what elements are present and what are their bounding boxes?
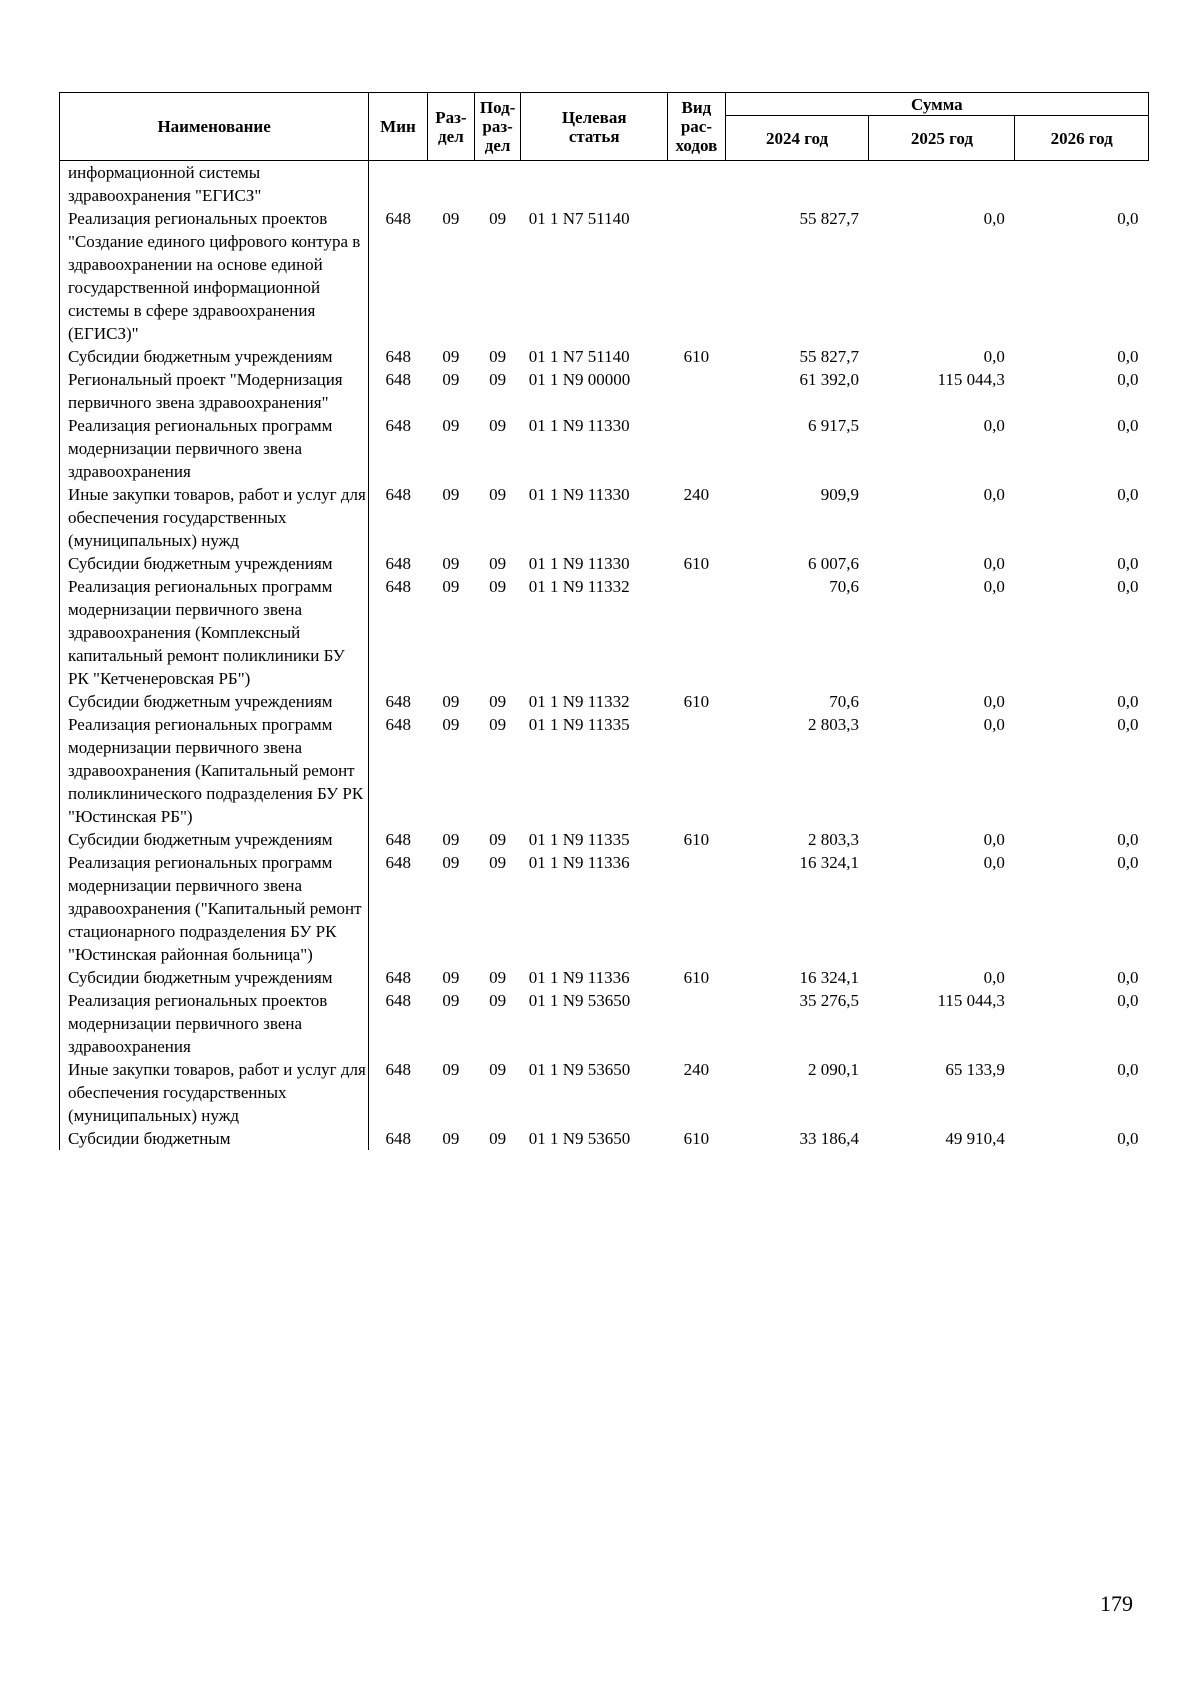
- cell-min: 648: [385, 1129, 411, 1148]
- cell-min: 648: [385, 416, 411, 435]
- cell-vid-rashodov: 610: [683, 968, 710, 987]
- cell-name: Реализация региональных программ модернизации первичного звена здравоохранения (Капитальный ремонт поликлинического подразделения БУ РК "Юстинская РБ"): [60, 713, 369, 828]
- cell-min: 648: [385, 853, 411, 872]
- cell-sum-2026: 0,0: [1117, 1060, 1139, 1079]
- cell-razdel: 09: [442, 830, 460, 849]
- cell-sum-2026: 0,0: [1117, 968, 1139, 987]
- cell-min: 648: [385, 577, 411, 596]
- cell-sum-2026: 0,0: [1117, 853, 1139, 872]
- page-number: 179: [1100, 1591, 1133, 1616]
- cell-sum-2024: 33 186,4: [799, 1129, 859, 1148]
- cell-podrazdel: 09: [489, 1060, 507, 1079]
- cell-vid-rashodov: 240: [683, 1060, 710, 1079]
- header-min: Мин: [369, 93, 428, 161]
- cell-sum-2025: 49 910,4: [945, 1129, 1005, 1148]
- cell-razdel: 09: [442, 554, 460, 573]
- cell-sum-2026: 0,0: [1117, 554, 1139, 573]
- cell-sum-2025: 0,0: [983, 209, 1005, 228]
- cell-celevaya-statya: 01 1 N9 11336: [528, 968, 630, 987]
- table-row: [60, 828, 1149, 851]
- cell-podrazdel: 09: [489, 416, 507, 435]
- cell-sum-2026: 0,0: [1117, 692, 1139, 711]
- budget-table-page: [59, 92, 1149, 1150]
- cell-podrazdel: 09: [489, 692, 507, 711]
- cell-sum-2024: 55 827,7: [799, 209, 859, 228]
- cell-razdel: 09: [442, 968, 460, 987]
- cell-podrazdel: 09: [489, 991, 507, 1010]
- cell-min: 648: [385, 347, 411, 366]
- cell-podrazdel: 09: [489, 347, 507, 366]
- cell-celevaya-statya: [521, 161, 668, 208]
- cell-min: 648: [385, 485, 411, 504]
- header-year-2024: 2024 год: [725, 116, 869, 161]
- table-header: [60, 93, 1149, 161]
- cell-vid-rashodov: 610: [683, 1129, 710, 1148]
- cell-podrazdel: 09: [489, 554, 507, 573]
- cell-sum-2025: 0,0: [983, 853, 1005, 872]
- cell-sum-2026: 0,0: [1117, 209, 1139, 228]
- cell-vid-rashodov: [668, 851, 726, 966]
- cell-sum-2024: 70,6: [829, 577, 859, 596]
- table-row: [60, 368, 1149, 414]
- cell-celevaya-statya: 01 1 N9 11330: [528, 485, 630, 504]
- cell-sum-2025: 0,0: [983, 416, 1005, 435]
- cell-vid-rashodov: [668, 713, 726, 828]
- cell-sum-2024: 55 827,7: [799, 347, 859, 366]
- cell-name: Субсидии бюджетным учреждениям: [60, 345, 369, 368]
- cell-celevaya-statya: 01 1 N9 53650: [528, 1129, 631, 1148]
- cell-sum-2025: 0,0: [983, 692, 1005, 711]
- cell-celevaya-statya: 01 1 N9 53650: [528, 991, 631, 1010]
- cell-name: Субсидии бюджетным: [60, 1127, 369, 1150]
- cell-sum-2026: 0,0: [1117, 991, 1139, 1010]
- cell-podrazdel: 09: [489, 715, 507, 734]
- cell-sum-2025: 0,0: [983, 554, 1005, 573]
- cell-sum-2024: 2 803,3: [807, 715, 859, 734]
- cell-razdel: 09: [442, 715, 460, 734]
- cell-min: 648: [385, 370, 411, 389]
- cell-celevaya-statya: 01 1 N9 11332: [528, 577, 630, 596]
- cell-name: Субсидии бюджетным учреждениям: [60, 966, 369, 989]
- header-celevaya-statya: Целевая статья: [521, 93, 668, 161]
- cell-razdel: 09: [442, 692, 460, 711]
- cell-name: Реализация региональных программ модернизации первичного звена здравоохранения (Комплексный капитальный ремонт поликлиники БУ РК "Кетченеровская РБ"): [60, 575, 369, 690]
- table-row: [60, 161, 1149, 208]
- cell-razdel: 09: [442, 485, 460, 504]
- table-row: [60, 851, 1149, 966]
- cell-sum-2026: 0,0: [1117, 577, 1139, 596]
- cell-celevaya-statya: 01 1 N9 11336: [528, 853, 630, 872]
- cell-podrazdel: 09: [489, 1129, 507, 1148]
- cell-sum-2025: 0,0: [983, 968, 1005, 987]
- cell-vid-rashodov: 240: [683, 485, 710, 504]
- cell-sum-2025: 0,0: [983, 715, 1005, 734]
- cell-name: Реализация региональных проектов "Создание единого цифрового контура в здравоохранении на основе единой государственной информационной системы в сфере здравоохранения (ЕГИСЗ)": [60, 207, 369, 345]
- header-podrazdel: Под- раз- дел: [475, 93, 521, 161]
- cell-name: Субсидии бюджетным учреждениям: [60, 828, 369, 851]
- header-name: Наименование: [60, 93, 369, 161]
- cell-sum-2025: 115 044,3: [937, 370, 1005, 389]
- cell-celevaya-statya: 01 1 N9 11335: [528, 830, 630, 849]
- cell-vid-rashodov: [668, 368, 726, 414]
- cell-name: Субсидии бюджетным учреждениям: [60, 690, 369, 713]
- cell-min: 648: [385, 209, 411, 228]
- cell-vid-rashodov: [668, 414, 726, 483]
- cell-sum-2024: 2 090,1: [807, 1060, 859, 1079]
- table-row: [60, 207, 1149, 345]
- cell-vid-rashodov: [668, 575, 726, 690]
- cell-razdel: 09: [442, 370, 460, 389]
- header-razdel: Раз- дел: [427, 93, 474, 161]
- cell-sum-2024: 70,6: [829, 692, 859, 711]
- cell-razdel: 09: [442, 416, 460, 435]
- cell-celevaya-statya: 01 1 N9 11330: [528, 554, 630, 573]
- cell-min: 648: [385, 968, 411, 987]
- cell-razdel: 09: [442, 577, 460, 596]
- cell-celevaya-statya: 01 1 N9 11335: [528, 715, 630, 734]
- cell-sum-2026: 0,0: [1117, 370, 1139, 389]
- cell-razdel: 09: [442, 1129, 460, 1148]
- table-row: [60, 345, 1149, 368]
- cell-sum-2025: [869, 161, 1015, 208]
- cell-name: Иные закупки товаров, работ и услуг для обеспечения государственных (муниципальных) нужд: [60, 1058, 369, 1127]
- cell-vid-rashodov: 610: [683, 830, 710, 849]
- cell-sum-2024: 16 324,1: [799, 853, 859, 872]
- table-row: [60, 575, 1149, 690]
- cell-sum-2026: 0,0: [1117, 1129, 1139, 1148]
- cell-sum-2024: 16 324,1: [799, 968, 859, 987]
- cell-razdel: 09: [442, 347, 460, 366]
- cell-sum-2024: [725, 161, 869, 208]
- table-row: [60, 483, 1149, 552]
- header-vid-rashodov: Вид рас- ходов: [668, 93, 726, 161]
- cell-min: 648: [385, 554, 411, 573]
- cell-celevaya-statya: 01 1 N9 53650: [528, 1060, 631, 1079]
- cell-name: Реализация региональных программ модернизации первичного звена здравоохранения: [60, 414, 369, 483]
- cell-min: 648: [385, 692, 411, 711]
- cell-sum-2026: [1015, 161, 1149, 208]
- cell-vid-rashodov: [668, 161, 726, 208]
- cell-sum-2025: 115 044,3: [937, 991, 1005, 1010]
- cell-sum-2025: 0,0: [983, 347, 1005, 366]
- cell-podrazdel: 09: [489, 577, 507, 596]
- cell-celevaya-statya: 01 1 N7 51140: [528, 209, 630, 228]
- cell-vid-rashodov: [668, 989, 726, 1058]
- cell-sum-2025: 0,0: [983, 577, 1005, 596]
- cell-vid-rashodov: 610: [683, 554, 710, 573]
- cell-sum-2026: 0,0: [1117, 715, 1139, 734]
- cell-razdel: [427, 161, 474, 208]
- cell-podrazdel: 09: [489, 209, 507, 228]
- cell-sum-2024: 2 803,3: [807, 830, 859, 849]
- header-year-2026: 2026 год: [1015, 116, 1149, 161]
- cell-podrazdel: 09: [489, 830, 507, 849]
- header-summa: Сумма: [725, 93, 1148, 116]
- cell-celevaya-statya: 01 1 N9 11330: [528, 416, 630, 435]
- cell-razdel: 09: [442, 1060, 460, 1079]
- cell-podrazdel: 09: [489, 370, 507, 389]
- cell-razdel: 09: [442, 853, 460, 872]
- cell-celevaya-statya: 01 1 N9 11332: [528, 692, 630, 711]
- cell-sum-2024: 61 392,0: [799, 370, 859, 389]
- cell-vid-rashodov: 610: [683, 347, 710, 366]
- table-row: [60, 690, 1149, 713]
- cell-sum-2025: 0,0: [983, 485, 1005, 504]
- cell-name: Реализация региональных программ модернизации первичного звена здравоохранения ("Капитальный ремонт стационарного подразделения БУ РК "Юстинская районная больница"): [60, 851, 369, 966]
- table-body: [60, 161, 1149, 1151]
- table-row: [60, 966, 1149, 989]
- cell-razdel: 09: [442, 209, 460, 228]
- table-row: [60, 1127, 1149, 1150]
- cell-sum-2025: 65 133,9: [945, 1060, 1005, 1079]
- budget-table: [59, 92, 1149, 1150]
- cell-razdel: 09: [442, 991, 460, 1010]
- cell-name: Реализация региональных проектов модернизации первичного звена здравоохранения: [60, 989, 369, 1058]
- cell-sum-2026: 0,0: [1117, 830, 1139, 849]
- cell-sum-2024: 35 276,5: [799, 991, 859, 1010]
- cell-sum-2026: 0,0: [1117, 485, 1139, 504]
- cell-min: 648: [385, 991, 411, 1010]
- cell-sum-2026: 0,0: [1117, 347, 1139, 366]
- cell-podrazdel: [475, 161, 521, 208]
- cell-name: Иные закупки товаров, работ и услуг для обеспечения государственных (муниципальных) нужд: [60, 483, 369, 552]
- header-year-2025: 2025 год: [869, 116, 1015, 161]
- cell-sum-2024: 6 007,6: [807, 554, 859, 573]
- table-row: [60, 414, 1149, 483]
- cell-min: [369, 161, 428, 208]
- cell-min: 648: [385, 715, 411, 734]
- cell-sum-2024: 6 917,5: [807, 416, 859, 435]
- cell-name: Региональный проект "Модернизация первичного звена здравоохранения": [60, 368, 369, 414]
- cell-sum-2025: 0,0: [983, 830, 1005, 849]
- cell-sum-2024: 909,9: [820, 485, 859, 504]
- cell-sum-2026: 0,0: [1117, 416, 1139, 435]
- cell-name: информационной системы здравоохранения "ЕГИСЗ": [60, 161, 369, 208]
- cell-vid-rashodov: [668, 207, 726, 345]
- cell-celevaya-statya: 01 1 N9 00000: [528, 370, 631, 389]
- cell-podrazdel: 09: [489, 968, 507, 987]
- cell-vid-rashodov: 610: [683, 692, 710, 711]
- cell-name: Субсидии бюджетным учреждениям: [60, 552, 369, 575]
- table-row: [60, 713, 1149, 828]
- table-row: [60, 989, 1149, 1058]
- table-row: [60, 552, 1149, 575]
- table-row: [60, 1058, 1149, 1127]
- cell-min: 648: [385, 1060, 411, 1079]
- cell-min: 648: [385, 830, 411, 849]
- cell-podrazdel: 09: [489, 485, 507, 504]
- cell-celevaya-statya: 01 1 N7 51140: [528, 347, 630, 366]
- cell-podrazdel: 09: [489, 853, 507, 872]
